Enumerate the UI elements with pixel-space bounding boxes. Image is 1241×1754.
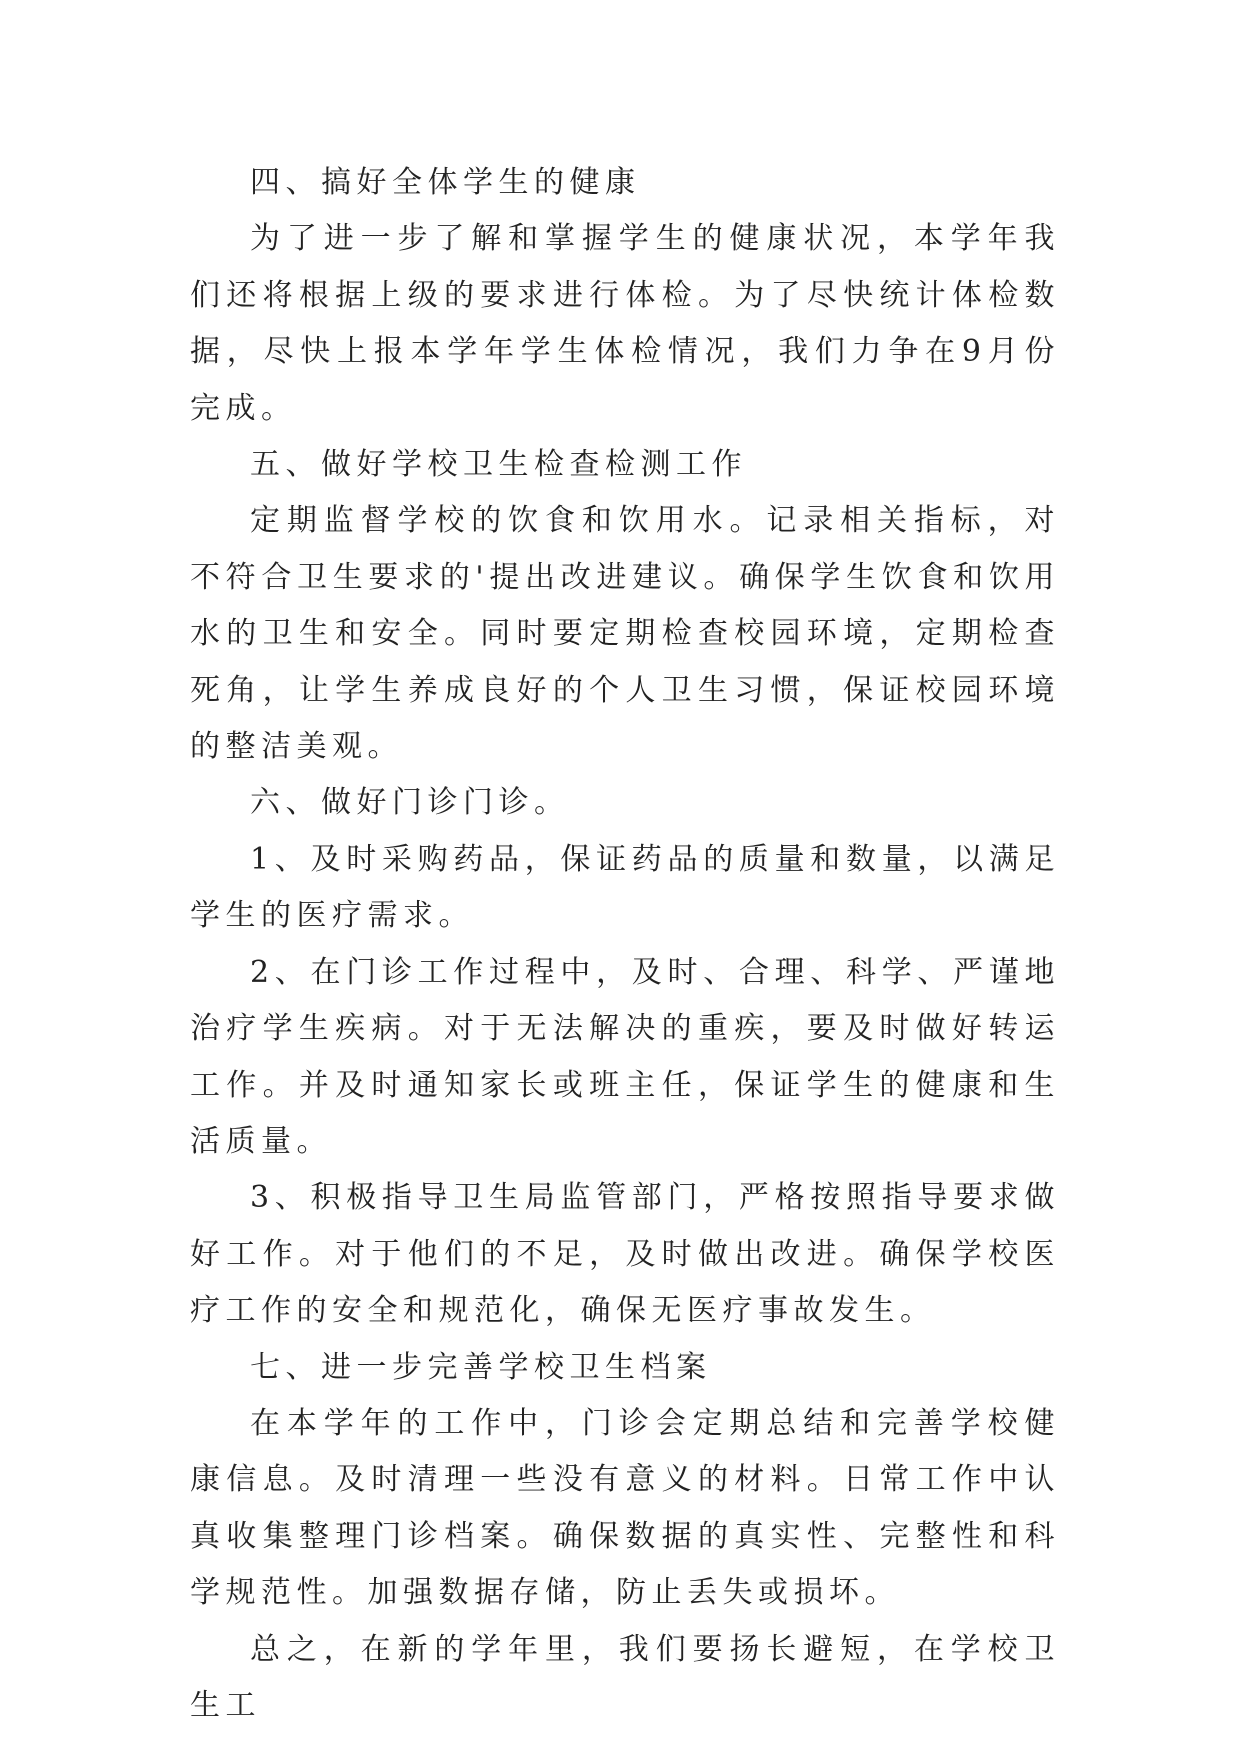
list-item-1: 1、及时采购药品，保证药品的质量和数量，以满足学生的医疗需求。 (190, 841, 1060, 934)
section-heading-5: 五、做好学校卫生检查检测工作 (250, 447, 747, 483)
paragraph-conclusion: 总之，在新的学年里，我们要扬长避短，在学校卫生工 (190, 1631, 1060, 1723)
paragraph-health-check: 为了进一步了解和掌握学生的健康状况，本学年我们还将根据上级的要求进行体检。为了尽快统计体检数据，尽快上报本学年学生体检情况，我们力争在9月份完成。 (190, 221, 1060, 426)
list-item-2: 2、在门诊工作过程中，及时、合理、科学、严谨地治疗学生疾病。对于无法解决的重疾，要及时做好转运工作。并及时通知家长或班主任，保证学生的健康和生活质量。 (190, 954, 1060, 1159)
list-item-3: 3、积极指导卫生局监管部门，严格按照指导要求做好工作。对于他们的不足，及时做出改进。确保学校医疗工作的安全和规范化，确保无医疗事故发生。 (190, 1180, 1060, 1329)
section-heading-7: 七、进一步完善学校卫生档案 (250, 1349, 712, 1385)
section-heading-6: 六、做好门诊门诊。 (250, 785, 570, 821)
document-body (190, 155, 1060, 1734)
section-heading-4: 四、搞好全体学生的健康 (250, 165, 641, 200)
paragraph-health-records: 在本学年的工作中，门诊会定期总结和完善学校健康信息。及时清理一些没有意义的材料。日常工作中认真收集整理门诊档案。确保数据的真实性、完整性和科学规范性。加强数据存储，防止丢失或损坏。 (190, 1405, 1060, 1611)
paragraph-hygiene-inspection: 定期监督学校的饮食和饮用水。记录相关指标，对不符合卫生要求的'提出改进建议。确保学生饮食和饮用水的卫生和安全。同时要定期检查校园环境，定期检查死角，让学生养成良好的个人卫生习惯，保证校园环境的整洁美观。 (190, 503, 1060, 765)
